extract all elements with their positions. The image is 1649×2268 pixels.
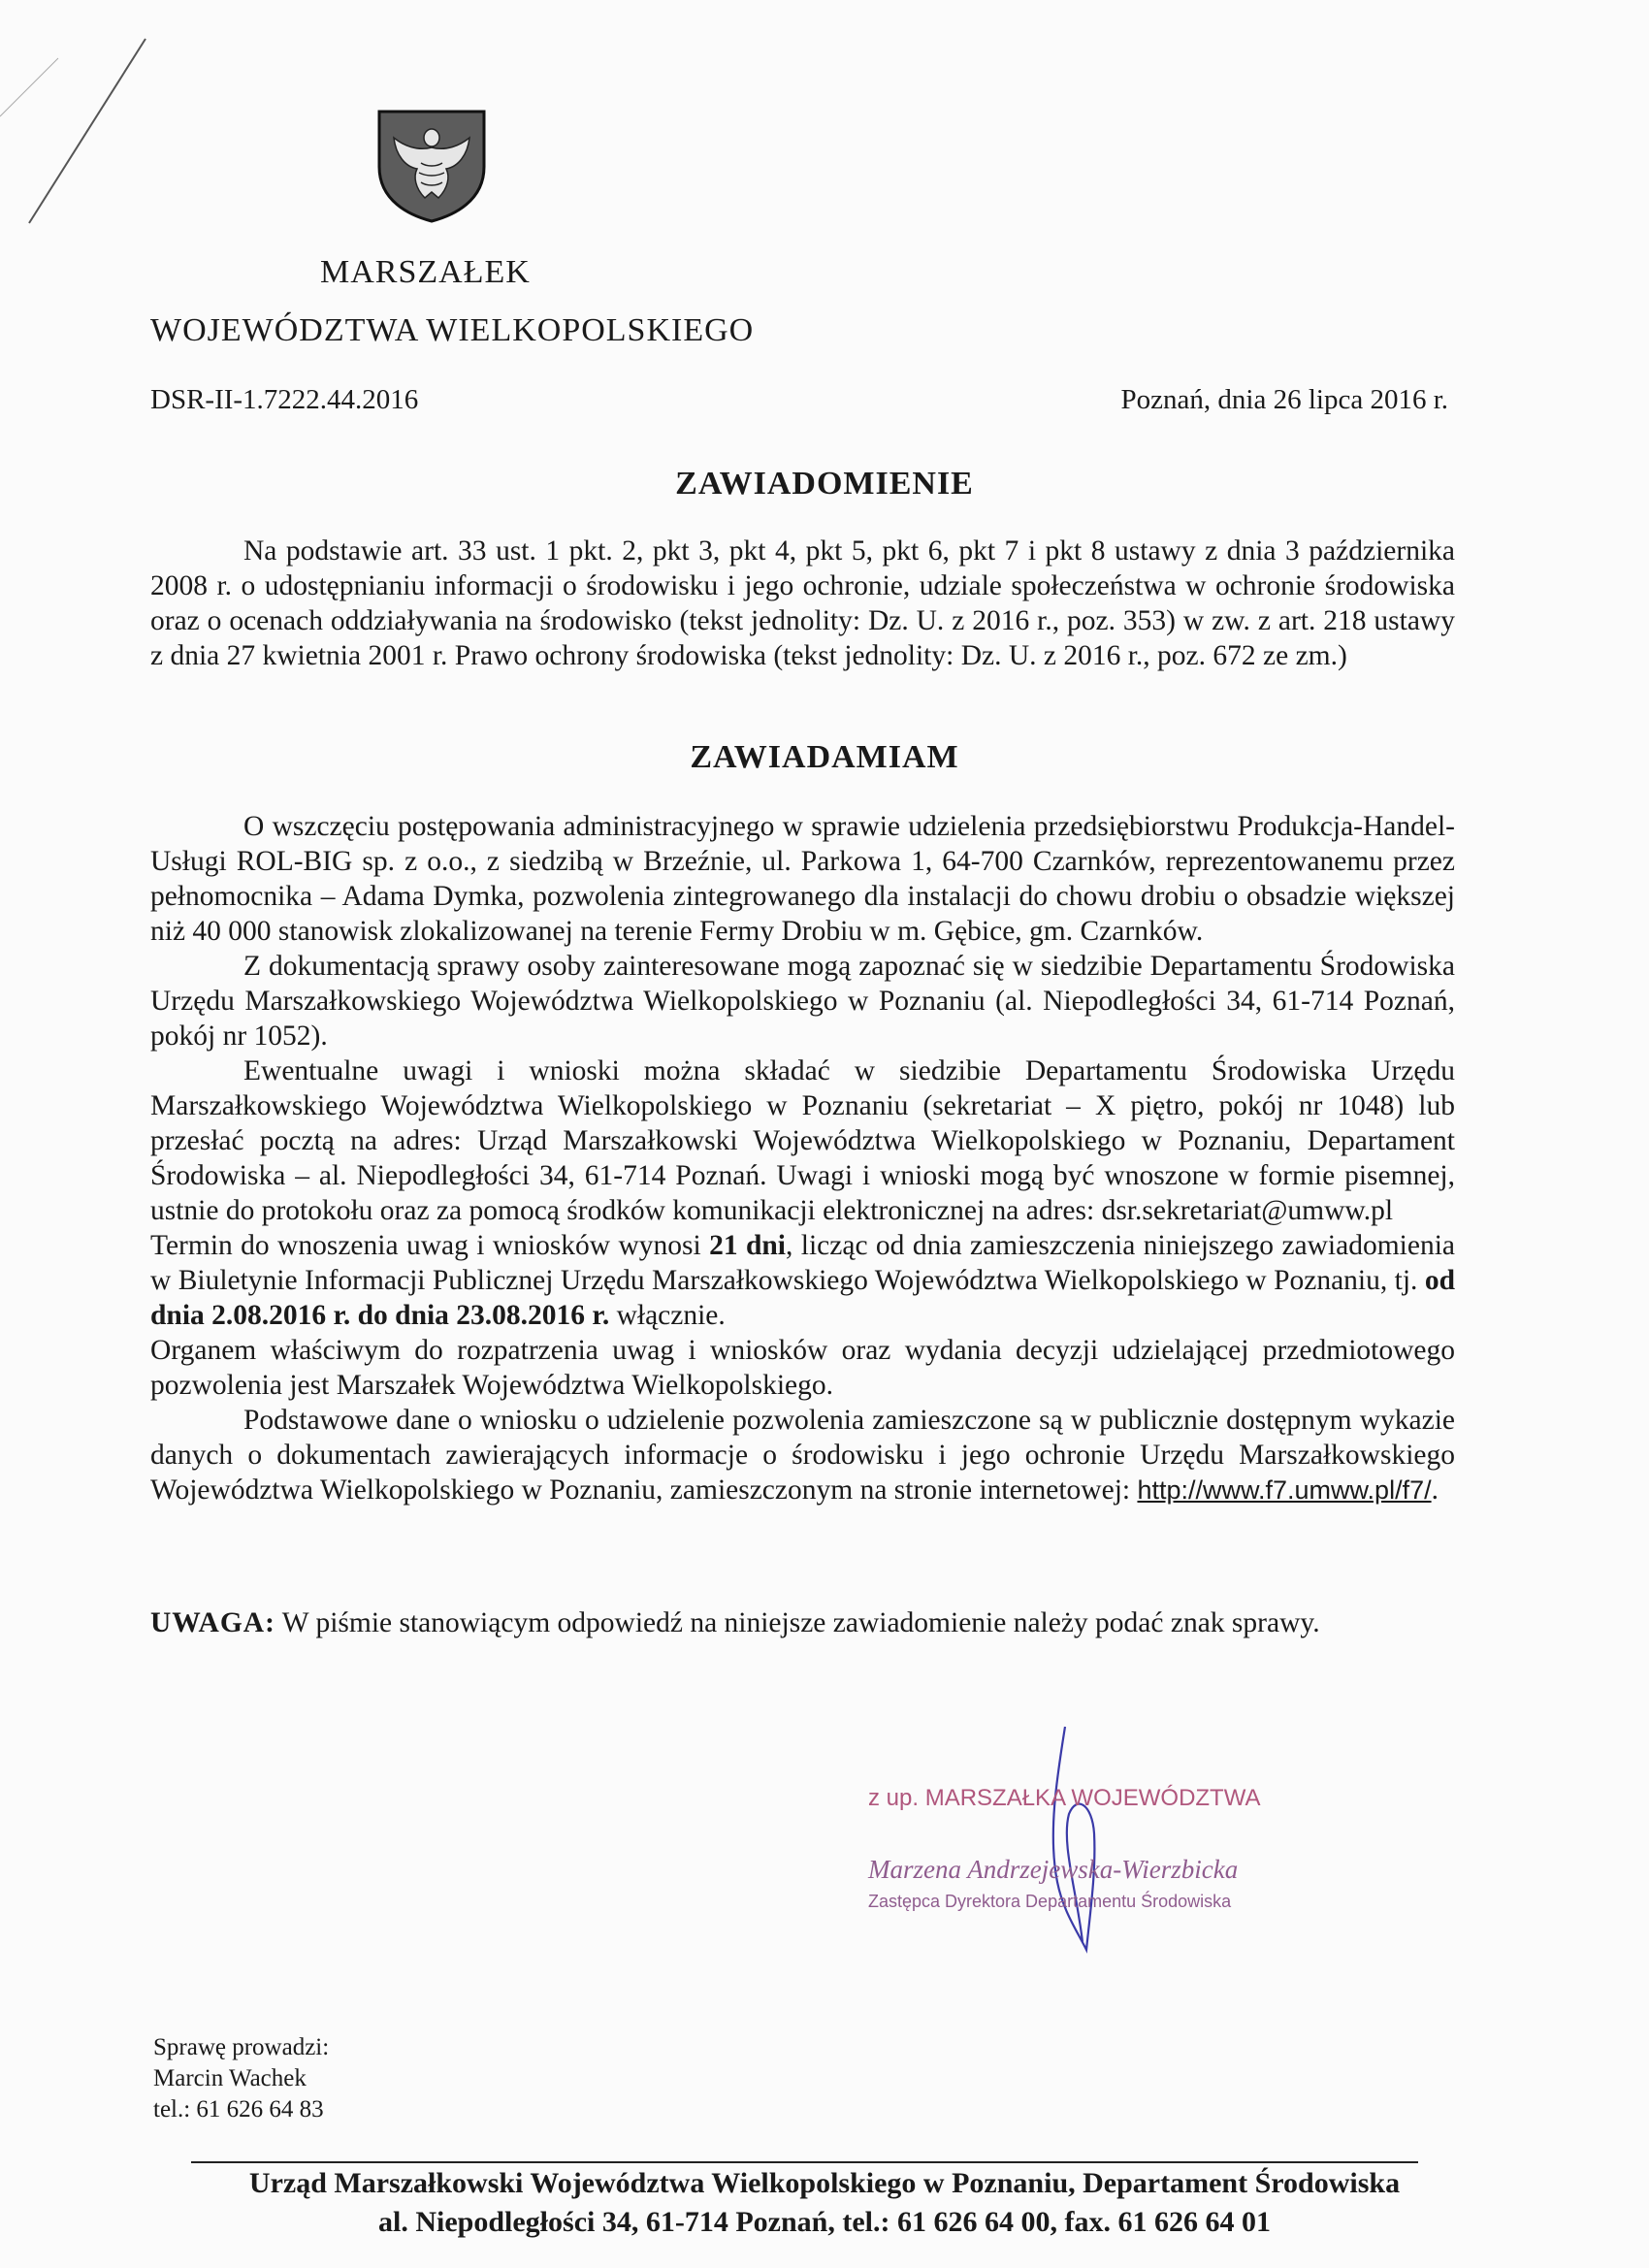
contact-phone: tel.: 61 626 64 83 xyxy=(153,2096,324,2122)
stamp-position: Zastępca Dyrektora Departamentu Środowiska xyxy=(868,1892,1232,1911)
p4-deadline-days: 21 dni xyxy=(709,1230,787,1261)
place-and-date: Poznań, dnia 26 lipca 2016 r. xyxy=(1120,384,1448,415)
p4-e: włącznie. xyxy=(609,1300,726,1331)
paragraph-1: O wszczęciu postępowania administracyjnego w sprawie udzielenia przedsiębiorstwu Produkcja-Handel-Usługi ROL-BIG sp. z o.o., z siedzibą w Brzeźnie, ul. Parkowa 1, 64-700 Czarnków, reprezentowanemu przez pełnomocnika – Adama Dymka, pozwolenia zintegrowanego dla instalacji do chowu drobiu o obsadzie większej niż 40 000 stanowisk zlokalizowanej na terenie Fermy Drobiu w m. Gębice, gm. Czarnków. xyxy=(150,811,1455,947)
section-heading: ZAWIADAMIAM xyxy=(690,739,959,775)
paragraph-4 xyxy=(150,1228,1455,1333)
p6-text: Podstawowe dane o wniosku o udzielenie pozwolenia zamieszczone są w publicznie dostępnym wykazie danych o dokumentach zawierających informacje o środowisku i jego ochronie Urzędu Marszałkowskiego Województwa Wielkopolskiego w Poznaniu, zamieszczonym na stronie internetowej: xyxy=(150,1405,1455,1506)
contact-name: Marcin Wachek xyxy=(153,2065,307,2091)
p4-a: Termin do wnoszenia uwag i wniosków wynosi xyxy=(150,1230,710,1261)
legal-basis-text: Na podstawie art. 33 ust. 1 pkt. 2, pkt 3, pkt 4, pkt 5, pkt 6, pkt 7 i pkt 8 ustawy z dnia 3 października 2008 r. o udostępnianiu informacji o środowisku i jego ochronie, udziale społeczeństwa w ochronie środowiska oraz o ocenach oddziaływania na środowisko (tekst jednolity: Dz. U. z 2016 r., poz. 353) w zw. z art. 218 ustawy z dnia 27 kwietnia 2001 r. Prawo ochrony środowiska (tekst jednolity: Dz. U. z 2016 r., poz. 672 ze zm.) xyxy=(150,535,1455,671)
document-title: ZAWIADOMIENIE xyxy=(675,466,974,502)
footer-office: Urząd Marszałkowski Województwa Wielkopolskiego w Poznaniu, Departament Środowiska xyxy=(248,2167,1401,2199)
remark-text: W piśmie stanowiącym odpowiedź na niniejsze zawiadomienie należy podać znak sprawy. xyxy=(275,1607,1320,1638)
legal-basis xyxy=(150,534,1455,673)
p6-end: . xyxy=(1431,1474,1439,1506)
remark-label: UWAGA: xyxy=(150,1607,275,1638)
p4-c: , licząc od dnia zamieszczenia niniejszego zawiadomienia w Biuletynie Informacji Publicznej Urzędu Marszałkowskiego Województwa Wielkopolskiego w Poznaniu, tj. xyxy=(150,1230,1455,1296)
notice-body xyxy=(150,809,1455,1507)
reference-number: DSR-II-1.7222.44.2016 xyxy=(150,384,419,415)
footer-address: al. Niepodległości 34, 61-714 Poznań, tel.: 61 626 64 00, fax. 61 626 64 01 xyxy=(378,2206,1271,2238)
notice-remark xyxy=(150,1607,1455,1639)
bip-link[interactable]: http://www.f7.umww.pl/f7/ xyxy=(1137,1475,1432,1505)
handwritten-signature xyxy=(1018,1717,1164,1969)
coat-of-arms-icon xyxy=(376,109,487,223)
stamp-name: Marzena Andrzejewska-Wierzbicka xyxy=(868,1855,1239,1884)
paragraph-2: Z dokumentacją sprawy osoby zainteresowane mogą zapoznać się w siedzibie Departamentu Środowiska Urzędu Marszałkowskiego Województwa Wielkopolskiego w Poznaniu (al. Niepodległości 34, 61-714 Poznań, pokój nr 1052). xyxy=(150,951,1455,1052)
issuer-title: MARSZAŁEK xyxy=(320,254,531,290)
scan-edge-mark xyxy=(0,0,320,272)
paragraph-3: Ewentualne uwagi i wnioski można składać w siedzibie Departamentu Środowiska Urzędu Marszałkowskiego Województwa Wielkopolskiego w Poznaniu (sekretariat – X piętro, pokój nr 1048) lub przesłać pocztą na adres: Urząd Marszałkowski Województwa Wielkopolskiego w Poznaniu, Departament Środowiska – al. Niepodległości 34, 61-714 Poznań. Uwagi i wnioski mogą być wnoszone w formie pisemnej, ustnie do protokołu oraz za pomocą środków komunikacji elektronicznej na adres: dsr.sekretariat@umww.pl xyxy=(150,1055,1455,1226)
paragraph-5: Organem właściwym do rozpatrzenia uwag i wniosków oraz wydania decyzji udzielającej przedmiotowego pozwolenia jest Marszałek Województwa Wielkopolskiego. xyxy=(150,1335,1455,1401)
contact-block xyxy=(153,2032,329,2125)
paragraph-6 xyxy=(150,1403,1455,1507)
contact-label: Sprawę prowadzi: xyxy=(153,2034,330,2060)
issuer-region: WOJEWÓDZTWA WIELKOPOLSKIEGO xyxy=(150,312,755,348)
stamp-authorization: z up. MARSZAŁKA WOJEWÓDZTWA xyxy=(868,1785,1261,1811)
p4-date-range: od dnia 2.08.2016 r. do dnia 23.08.2016 r. xyxy=(150,1265,1455,1331)
footer-divider xyxy=(191,2161,1418,2163)
